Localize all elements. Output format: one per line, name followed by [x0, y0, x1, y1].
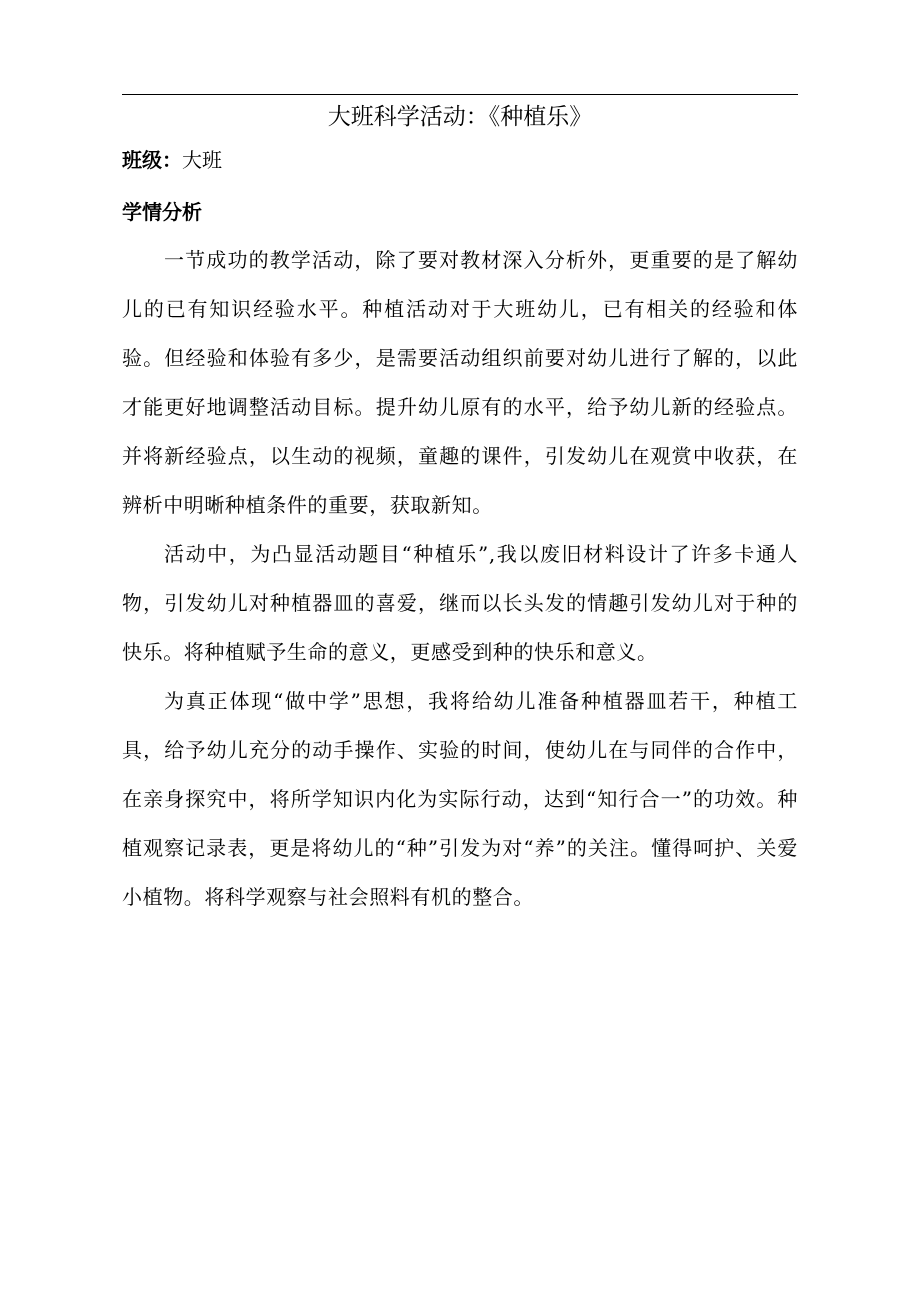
- class-info: [122, 143, 222, 177]
- document-title: 大班科学活动：《种植乐》: [327, 104, 593, 130]
- document-body: [122, 236, 798, 922]
- header-rule: [122, 94, 798, 95]
- paragraph-1: 一节成功的教学活动，除了要对教材深入分析外，更重要的是了解幼儿的已有知识经验水平。种植活动对于大班幼儿，已有相关的经验和体验。但经验和体验有多少，是需要活动组织前要对幼儿进行了解的，以此才能更好地调整活动目标。提升幼儿原有的水平，给予幼儿新的经验点。并将新经验点，以生动的视频，童趣的课件，引发幼儿在观赏中收获，在辨析中明晰种植条件的重要，获取新知。: [122, 248, 798, 517]
- class-value: 大班: [182, 148, 222, 172]
- paragraph-2: 活动中，为凸显活动题目“种植乐”,我以废旧材料设计了许多卡通人物，引发幼儿对种植器皿的喜爱，继而以长头发的情趣引发幼儿对于种的快乐。将种植赋予生命的意义，更感受到种的快乐和意义。: [122, 542, 798, 664]
- section-heading: 学情分析: [122, 200, 202, 224]
- paragraph-3: 为真正体现“做中学”思想，我将给幼儿准备种植器皿若干，种植工具，给予幼儿充分的动手操作、实验的时间，使幼儿在与同伴的合作中，在亲身探究中，将所学知识内化为实际行动，达到“知行合一”的功效。种植观察记录表，更是将幼儿的“种”引发为对“养”的关注。懂得呵护、关爱小植物。将科学观察与社会照料有机的整合。: [122, 689, 798, 909]
- class-label: 班级：: [122, 148, 182, 172]
